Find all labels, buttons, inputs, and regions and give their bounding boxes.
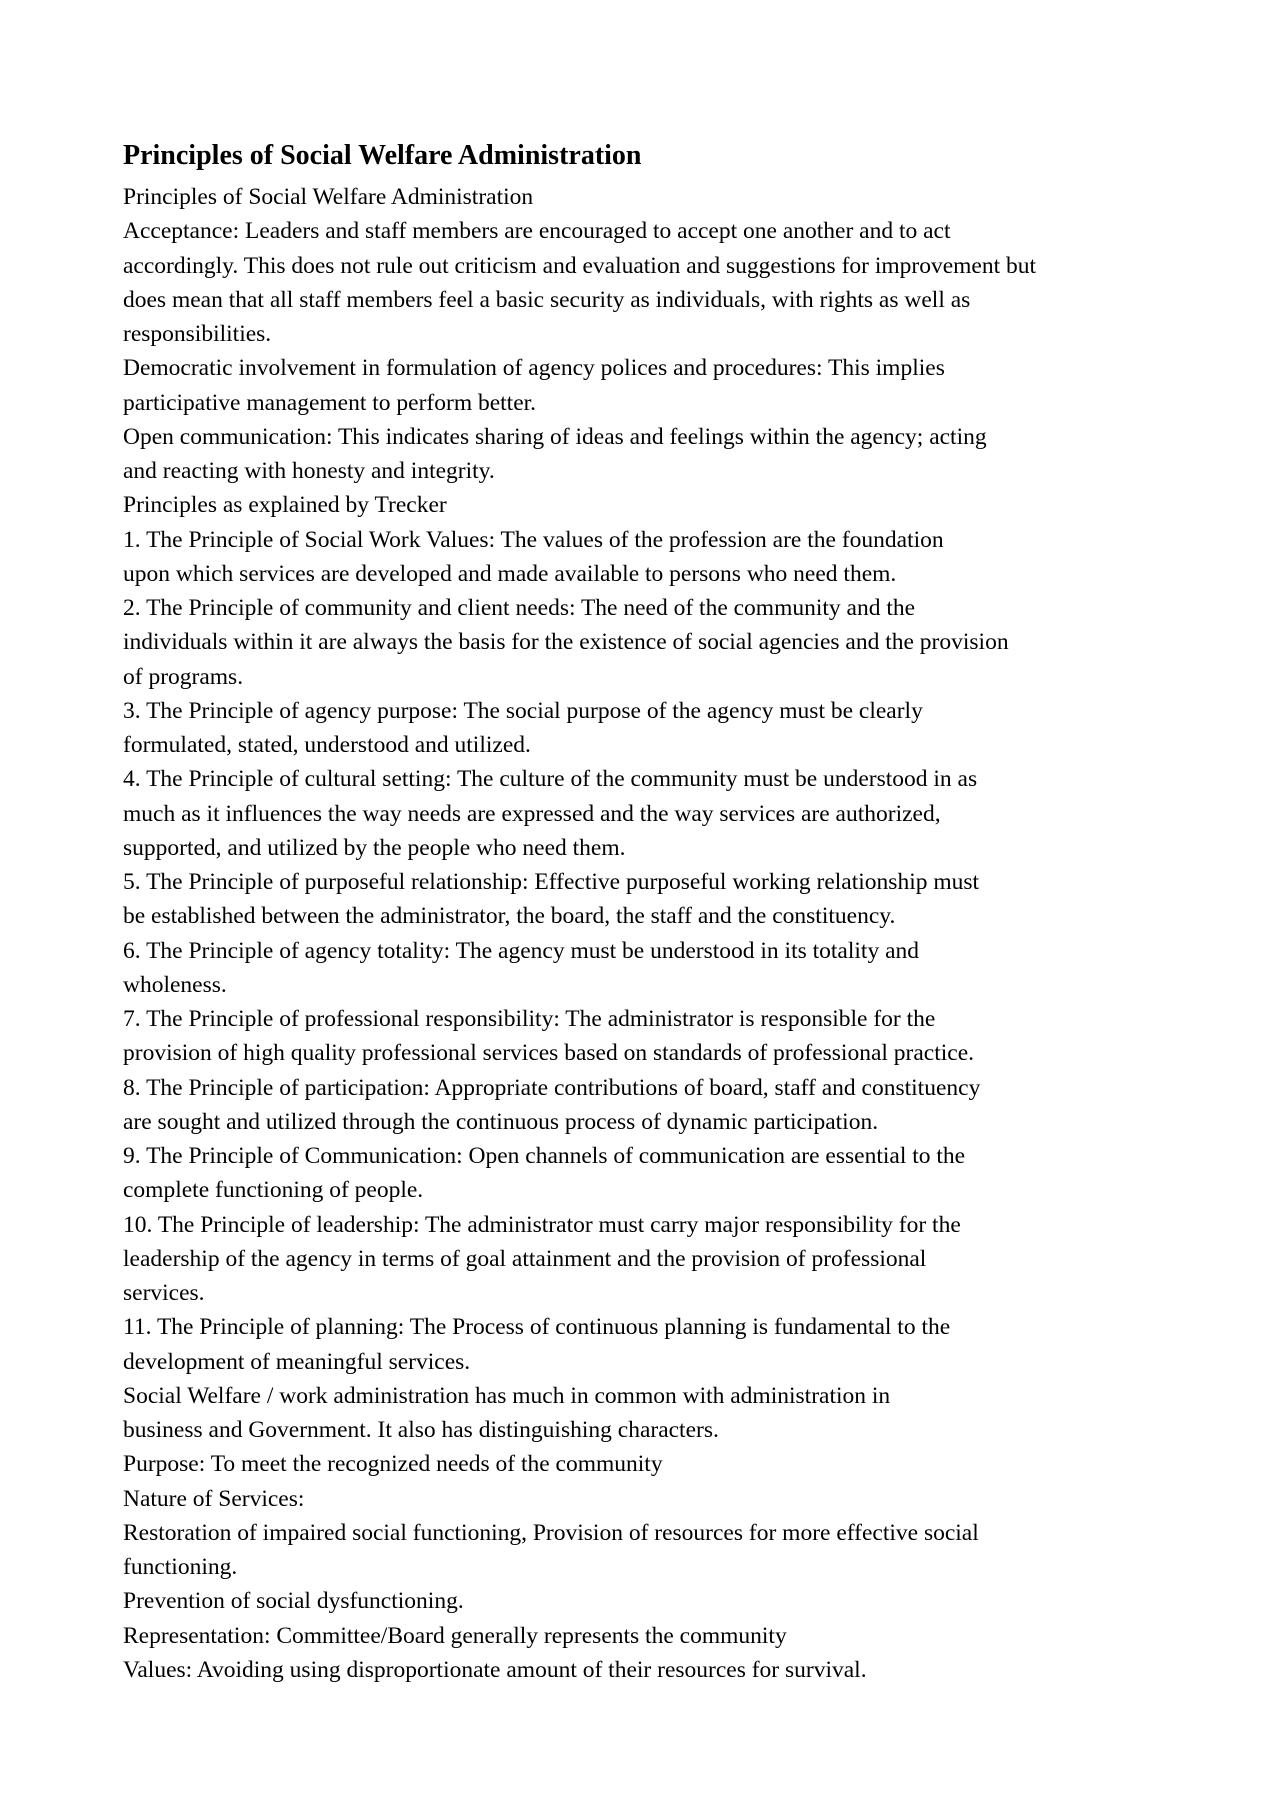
document-text <box>123 180 1183 1687</box>
text-line: Nature of Services: <box>123 1485 305 1512</box>
text-line: 10. The Principle of leadership: The administrator must carry major responsibility for the <box>123 1211 961 1238</box>
text-line: accordingly. This does not rule out criticism and evaluation and suggestions for improvement but <box>123 252 1037 279</box>
text-line: 8. The Principle of participation: Appropriate contributions of board, staff and constituency <box>123 1074 981 1101</box>
text-line: 7. The Principle of professional responsibility: The administrator is responsible for the <box>123 1006 936 1032</box>
text-line: responsibilities. <box>123 321 272 347</box>
text-line: functioning. <box>123 1554 238 1580</box>
text-line: 5. The Principle of purposeful relationship: Effective purposeful working relationship must <box>123 869 980 895</box>
text-line: supported, and utilized by the people who need them. <box>123 834 626 861</box>
text-line: participative management to perform better. <box>123 389 537 416</box>
text-line: 4. The Principle of cultural setting: The culture of the community must be understood in as <box>123 766 978 793</box>
text-line: business and Government. It also has distinguishing characters. <box>123 1417 719 1443</box>
text-line: Values: Avoiding using disproportionate amount of their resources for survival. <box>123 1656 867 1683</box>
text-line: 6. The Principle of agency totality: The agency must be understood in its totality and <box>123 937 920 964</box>
text-line: be established between the administrator, the board, the staff and the constituency. <box>123 903 896 930</box>
text-line: Principles as explained by Trecker <box>123 492 447 519</box>
text-line: of programs. <box>123 663 244 690</box>
text-line: services. <box>123 1280 205 1306</box>
text-line: 2. The Principle of community and client needs: The need of the community and the <box>123 595 916 621</box>
text-line: upon which services are developed and made available to persons who need them. <box>123 560 897 587</box>
document-title: Principles of Social Welfare Administration <box>123 140 642 171</box>
document-body <box>123 136 1183 1687</box>
text-line: provision of high quality professional services based on standards of professional practice. <box>123 1040 975 1067</box>
text-line: Democratic involvement in formulation of agency polices and procedures: This implies <box>123 355 945 382</box>
text-line: Restoration of impaired social functioning, Provision of resources for more effective social <box>123 1519 979 1546</box>
text-line: individuals within it are always the basis for the existence of social agencies and the provision <box>123 629 1009 656</box>
text-line: 9. The Principle of Communication: Open channels of communication are essential to the <box>123 1143 966 1169</box>
text-line: and reacting with honesty and integrity. <box>123 458 495 484</box>
text-line: does mean that all staff members feel a basic security as individuals, with rights as well as <box>123 286 971 313</box>
text-line: development of meaningful services. <box>123 1348 471 1375</box>
text-line: leadership of the agency in terms of goal attainment and the provision of professional <box>123 1245 927 1272</box>
text-line: formulated, stated, understood and utilized. <box>123 732 531 758</box>
text-line: wholeness. <box>123 971 227 998</box>
text-line: Representation: Committee/Board generally represents the community <box>123 1622 787 1649</box>
text-line: Prevention of social dysfunctioning. <box>123 1588 464 1615</box>
text-line: much as it influences the way needs are expressed and the way services are authorized, <box>123 800 941 827</box>
text-line: Purpose: To meet the recognized needs of the community <box>123 1451 663 1478</box>
text-line: Social Welfare / work administration has much in common with administration in <box>123 1382 891 1409</box>
text-line: are sought and utilized through the continuous process of dynamic participation. <box>123 1108 879 1135</box>
text-line: Principles of Social Welfare Administration <box>123 184 534 210</box>
text-line: complete functioning of people. <box>123 1177 424 1204</box>
text-line: 3. The Principle of agency purpose: The social purpose of the agency must be clearly <box>123 697 923 724</box>
text-line: 11. The Principle of planning: The Process of continuous planning is fundamental to the <box>123 1314 951 1341</box>
text-line: Open communication: This indicates sharing of ideas and feelings within the agency; acting <box>123 423 987 450</box>
text-line: 1. The Principle of Social Work Values: The values of the profession are the foundation <box>123 526 944 553</box>
text-line: Acceptance: Leaders and staff members are encouraged to accept one another and to act <box>123 218 951 245</box>
